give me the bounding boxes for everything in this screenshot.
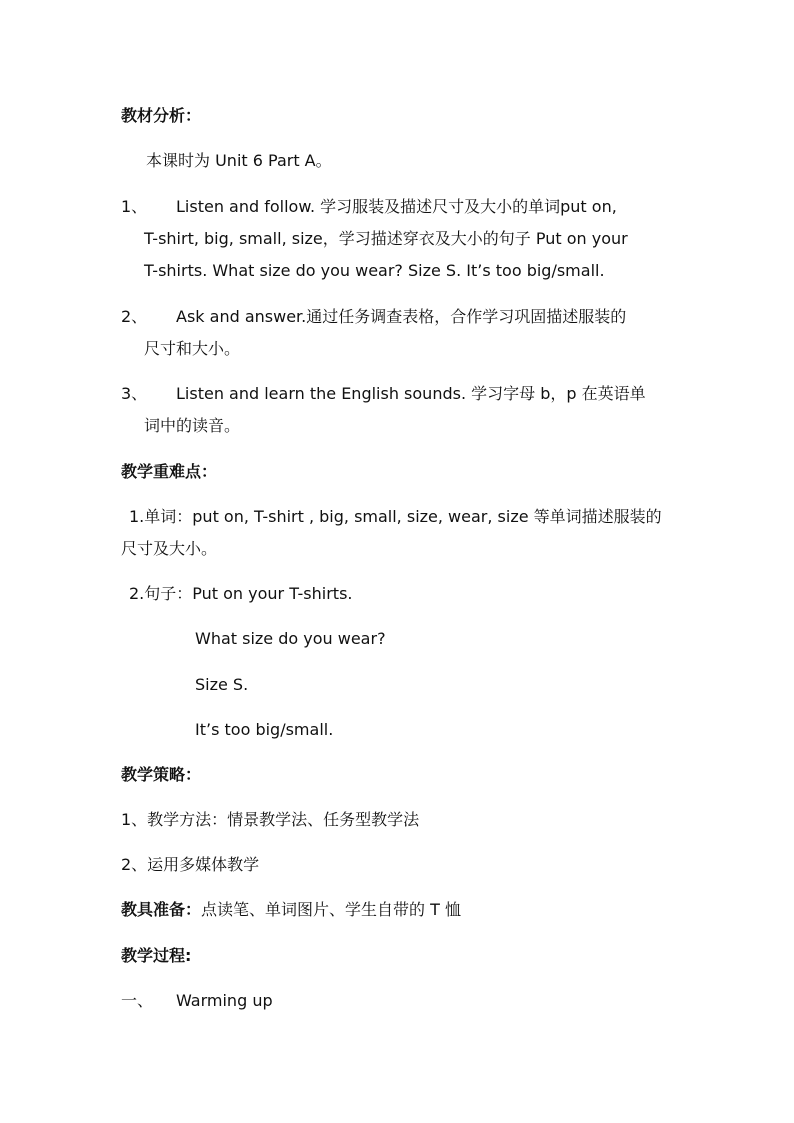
analysis-item-2-line-2: 尺寸和大小。 (144, 339, 241, 358)
process-step-number: 一、 (121, 991, 154, 1010)
analysis-item-3-line-2: 词中的读音。 (144, 416, 241, 435)
key-points-words-line-2: 尺寸及大小。 (121, 539, 218, 558)
tools-line (121, 898, 461, 922)
key-points-sentences-label: 2.句子：Put on your T-shirts. (129, 584, 353, 603)
strategy-item-1: 1、教学方法：情景教学法、任务型教学法 (121, 810, 420, 829)
strategy-item-2: 2、运用多媒体教学 (121, 855, 260, 874)
analysis-intro: 本课时为 Unit 6 Part A。 (146, 151, 332, 170)
analysis-item-2-line-1: Ask and answer.通过任务调查表格，合作学习巩固描述服装的 (176, 307, 627, 326)
analysis-item-1-line-2: T-shirt, big, small, size，学习描述穿衣及大小的句子 Put on your (144, 229, 628, 248)
analysis-item-3-number: 3、 (121, 384, 148, 403)
tools-text: 点读笔、单词图片、学生自带的 T 恤 (201, 900, 461, 919)
key-points-words-line-1: 1.单词：put on, T-shirt , big, small, size, wear, size 等单词描述服装的 (129, 507, 662, 526)
key-points-sentence-2: Size S. (195, 675, 249, 694)
analysis-item-1-number: 1、 (121, 197, 148, 216)
key-points-heading: 教学重难点： (121, 462, 218, 481)
process-step-text: Warming up (176, 991, 273, 1010)
analysis-item-1-line-3: T-shirts. What size do you wear? Size S. It’s too big/small. (144, 261, 605, 280)
analysis-item-2-number: 2、 (121, 307, 148, 326)
tools-label: 教具准备： (121, 900, 202, 919)
key-points-sentence-3: It’s too big/small. (195, 720, 334, 739)
analysis-heading: 教材分析： (121, 106, 202, 125)
strategy-heading: 教学策略： (121, 765, 202, 784)
key-points-sentence-1: What size do you wear? (195, 629, 386, 648)
analysis-item-1-line-1: Listen and follow. 学习服装及描述尺寸及大小的单词put on, (176, 197, 617, 216)
process-heading: 教学过程: (121, 946, 192, 965)
analysis-item-3-line-1: Listen and learn the English sounds. 学习字母 b，p 在英语单 (176, 384, 646, 403)
